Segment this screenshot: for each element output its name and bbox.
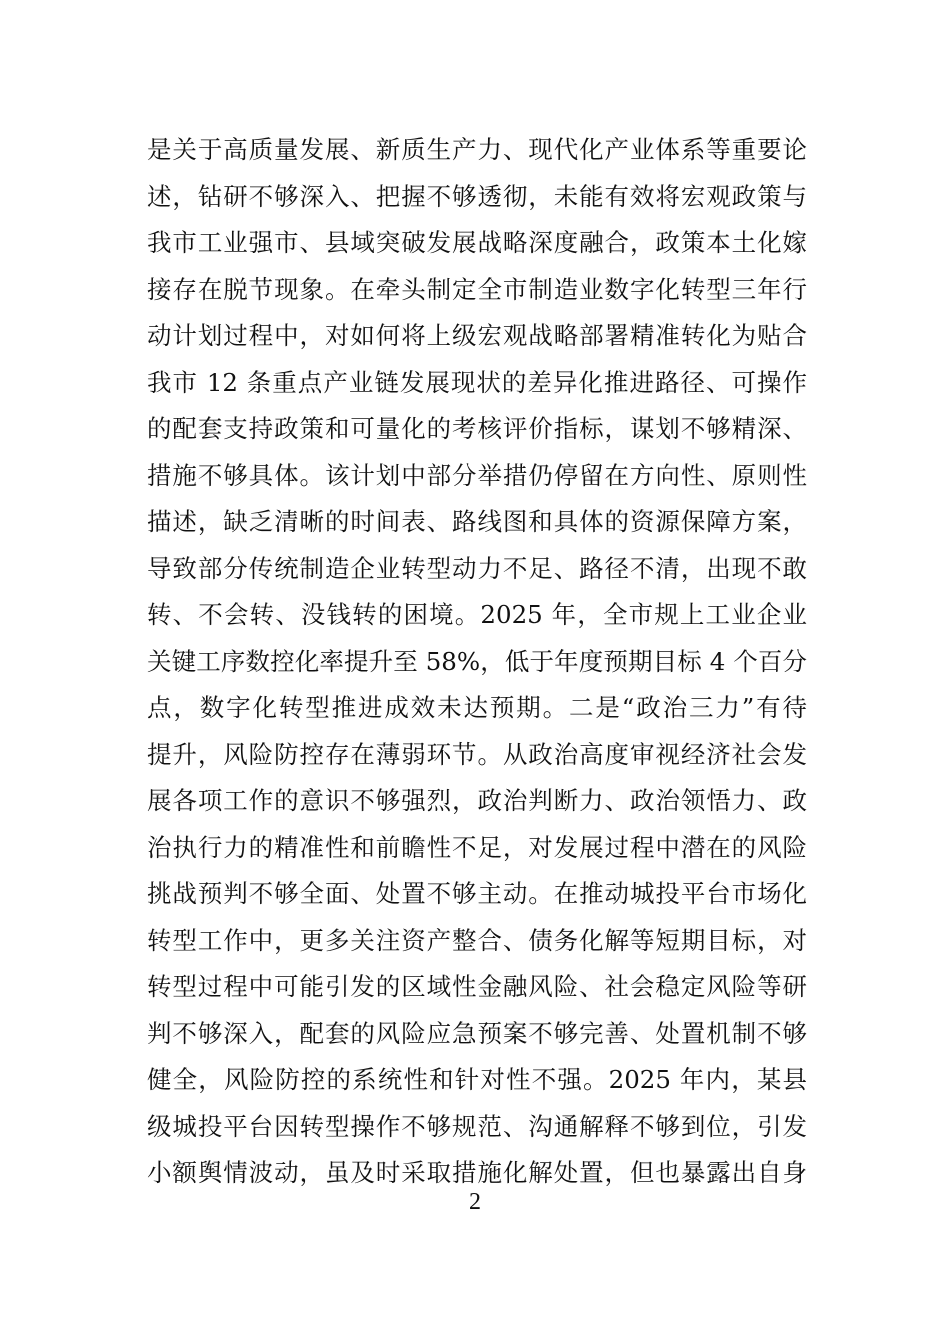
text-line: 转型工作中，更多关注资产整合、债务化解等短期目标，对 [147,925,807,955]
text-line: 小额舆情波动，虽及时采取措施化解处置，但也暴露出自身 [147,1158,807,1187]
text-line: 展各项工作的意识不够强烈，政治判断力、政治领悟力、政 [147,786,807,815]
text-line: 判不够深入，配套的风险应急预案不够完善、处置机制不够 [147,1018,807,1048]
text-line: 述，钻研不够深入、把握不够透彻，未能有效将宏观政策与 [147,181,807,211]
text-line: 转型过程中可能引发的区域性金融风险、社会稳定风险等研 [147,972,807,1001]
text-line: 健全，风险防控的系统性和针对性不强。2025 年内，某县 [147,1065,807,1094]
text-line: 导致部分传统制造企业转型动力不足、路径不清，出现不敢 [147,553,807,583]
text-line: 我市 12 条重点产业链发展现状的差异化推进路径、可操作 [147,367,807,397]
text-line: 提升，风险防控存在薄弱环节。从政治高度审视经济社会发 [147,739,807,769]
text-line: 的配套支持政策和可量化的考核评价指标，谋划不够精深、 [147,414,807,443]
text-line: 点，数字化转型推进成效未达预期。二是“政治三力”有待 [147,693,807,722]
text-line: 挑战预判不够全面、处置不够主动。在推动城投平台市场化 [147,879,807,908]
text-line: 动计划过程中，对如何将上级宏观战略部署精准转化为贴合 [147,321,807,350]
text-line: 接存在脱节现象。在牵头制定全市制造业数字化转型三年行 [147,274,807,304]
text-line: 描述，缺乏清晰的时间表、路线图和具体的资源保障方案， [147,507,807,536]
text-line: 级城投平台因转型操作不够规范、沟通解释不够到位，引发 [147,1111,807,1141]
text-line: 关键工序数控化率提升至 58%，低于年度预期目标 4 个百分 [147,646,807,676]
body-text [147,127,807,1197]
text-line: 是关于高质量发展、新质生产力、现代化产业体系等重要论 [147,135,807,164]
text-line: 措施不够具体。该计划中部分举措仍停留在方向性、原则性 [147,460,807,490]
text-line: 我市工业强市、县域突破发展战略深度融合，政策本土化嫁 [147,228,807,257]
page-number: 2 [469,1189,481,1215]
text-line: 治执行力的精准性和前瞻性不足，对发展过程中潜在的风险 [147,832,807,862]
text-line: 转、不会转、没钱转的困境。2025 年，全市规上工业企业 [147,600,807,629]
